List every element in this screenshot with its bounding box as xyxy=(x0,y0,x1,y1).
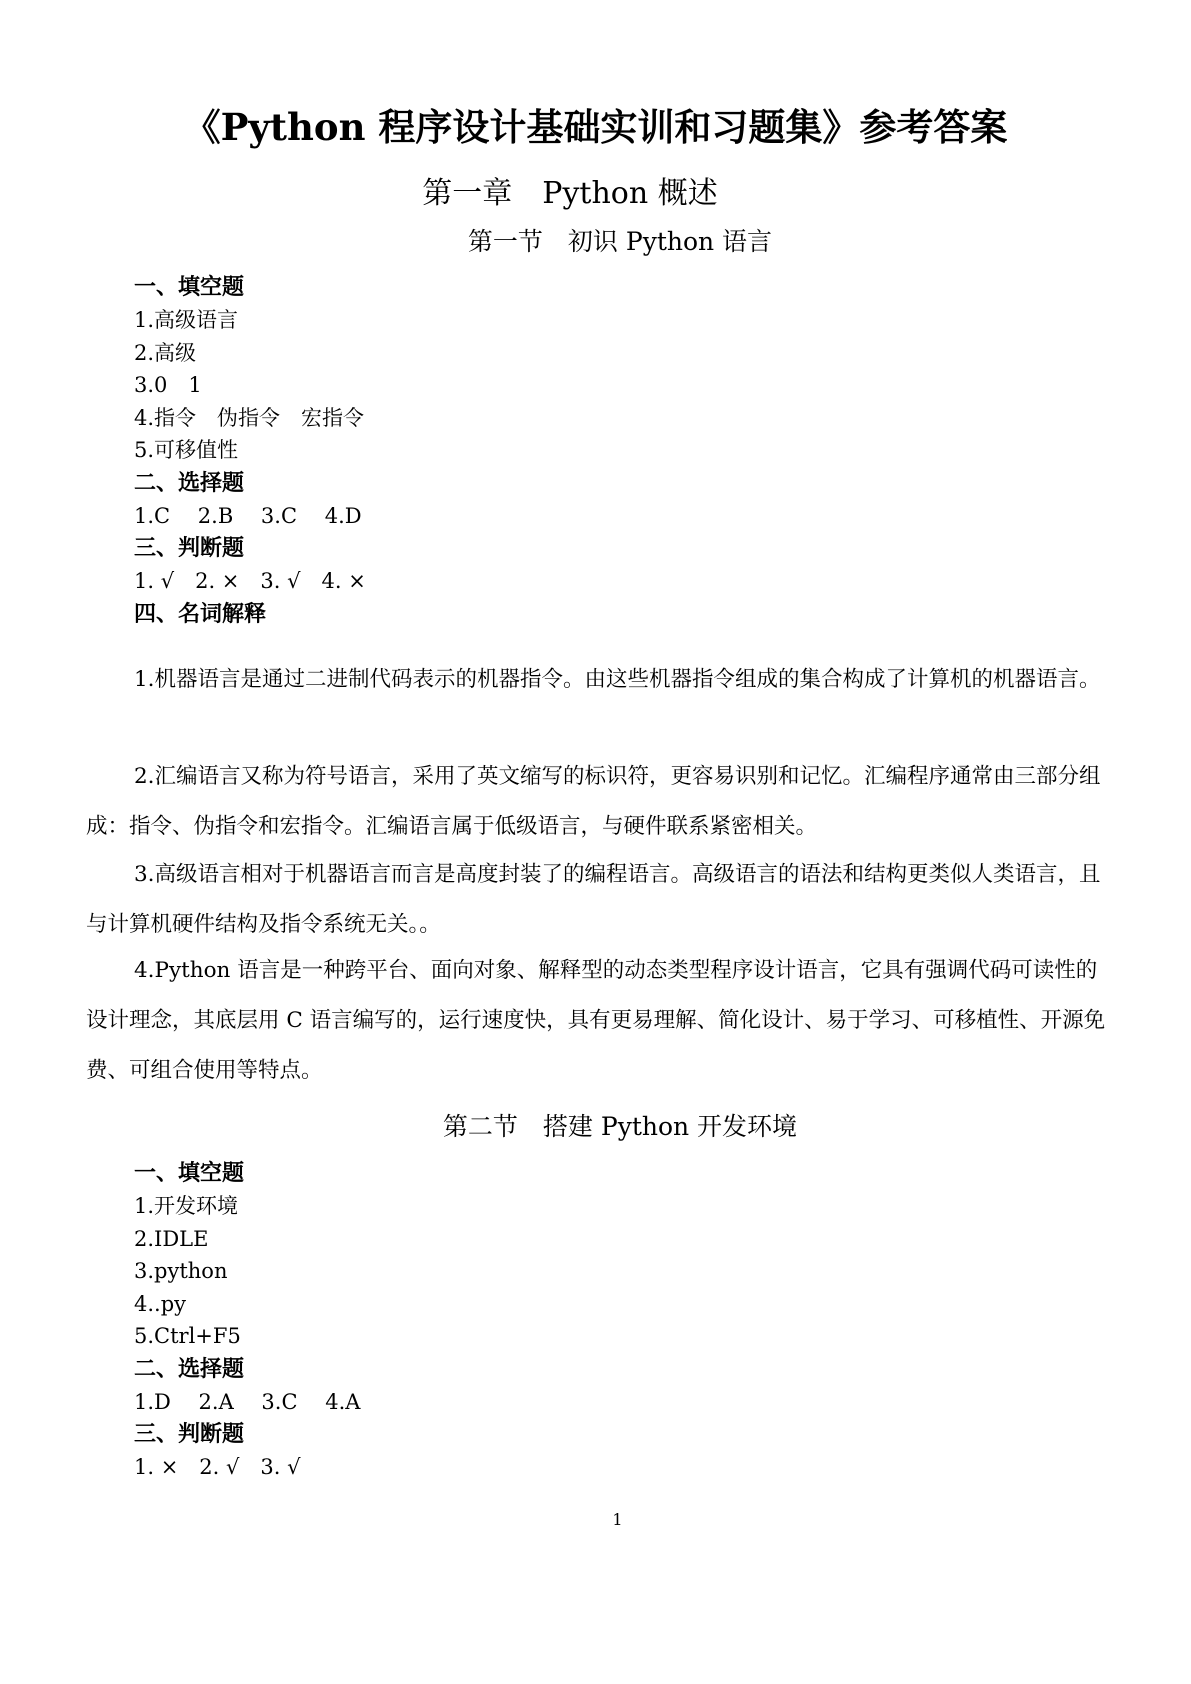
fill-in-answer: 5.可移值性 xyxy=(134,438,239,462)
section-title: 第一节 初识 Python 语言 xyxy=(467,227,773,256)
fill-in-answer: 3.0 1 xyxy=(134,373,202,397)
chapter-title: 第一章 Python 概述 xyxy=(422,176,718,211)
term-paragraph: 3.高级语言相对于机器语言而言是高度封装了的编程语言。高级语言的语法和结构更类似人类语言，且与计算机硬件结构及指令系统无关。。 xyxy=(86,862,1101,937)
fill-in-answer: 4.指令 伪指令 宏指令 xyxy=(134,405,365,430)
true-false-answers: 1. √ 2. × 3. √ 4. × xyxy=(134,569,366,593)
fill-in-heading: 一、填空题 xyxy=(134,275,245,300)
choice-heading: 二、选择题 xyxy=(134,1356,245,1382)
term-paragraph: 1.机器语言是通过二进制代码表示的机器指令。由这些机器指令组成的集合构成了计算机的机器语言。 xyxy=(134,667,1101,692)
fill-in-answer: 5.Ctrl+F5 xyxy=(134,1324,241,1348)
fill-in-answer: 4..py xyxy=(134,1291,187,1316)
section-2-answers xyxy=(134,1157,1114,1484)
document-title: 《Python 程序设计基础实训和习题集》参考答案 xyxy=(183,105,1008,149)
true-false-answers: 1. × 2. √ 3. √ xyxy=(134,1455,301,1479)
fill-in-answer: 1.高级语言 xyxy=(134,308,239,332)
fill-in-answer: 2.高级 xyxy=(134,340,197,365)
fill-in-answer: 1.开发环境 xyxy=(134,1194,239,1218)
term-paragraph: 4.Python 语言是一种跨平台、面向对象、解释型的动态类型程序设计语言，它具有强调代码可读性的设计理念，其底层用 C 语言编写的，运行速度快，具有更易理解、简化设计、易于学习、可移植性、开源免费、可组合使用等特点。 xyxy=(86,958,1106,1083)
terms-heading: 四、名词解释 xyxy=(134,601,267,627)
fill-in-heading: 一、填空题 xyxy=(134,1161,245,1186)
section-1-answers xyxy=(134,271,1114,631)
true-false-heading: 三、判断题 xyxy=(134,1422,245,1447)
true-false-heading: 三、判断题 xyxy=(134,536,245,561)
section-title: 第二节 搭建 Python 开发环境 xyxy=(442,1112,798,1141)
page-number: 1 xyxy=(612,1510,623,1529)
fill-in-answer: 2.IDLE xyxy=(134,1226,209,1251)
choice-answers: 1.D 2.A 3.C 4.A xyxy=(134,1389,361,1414)
fill-in-answer: 3.python xyxy=(134,1259,228,1283)
choice-heading: 二、选择题 xyxy=(134,470,245,496)
term-paragraph: 2.汇编语言又称为符号语言，采用了英文缩写的标识符，更容易识别和记忆。汇编程序通常由三部分组成：指令、伪指令和宏指令。汇编语言属于低级语言，与硬件联系紧密相关。 xyxy=(86,764,1101,839)
choice-answers: 1.C 2.B 3.C 4.D xyxy=(134,503,362,528)
